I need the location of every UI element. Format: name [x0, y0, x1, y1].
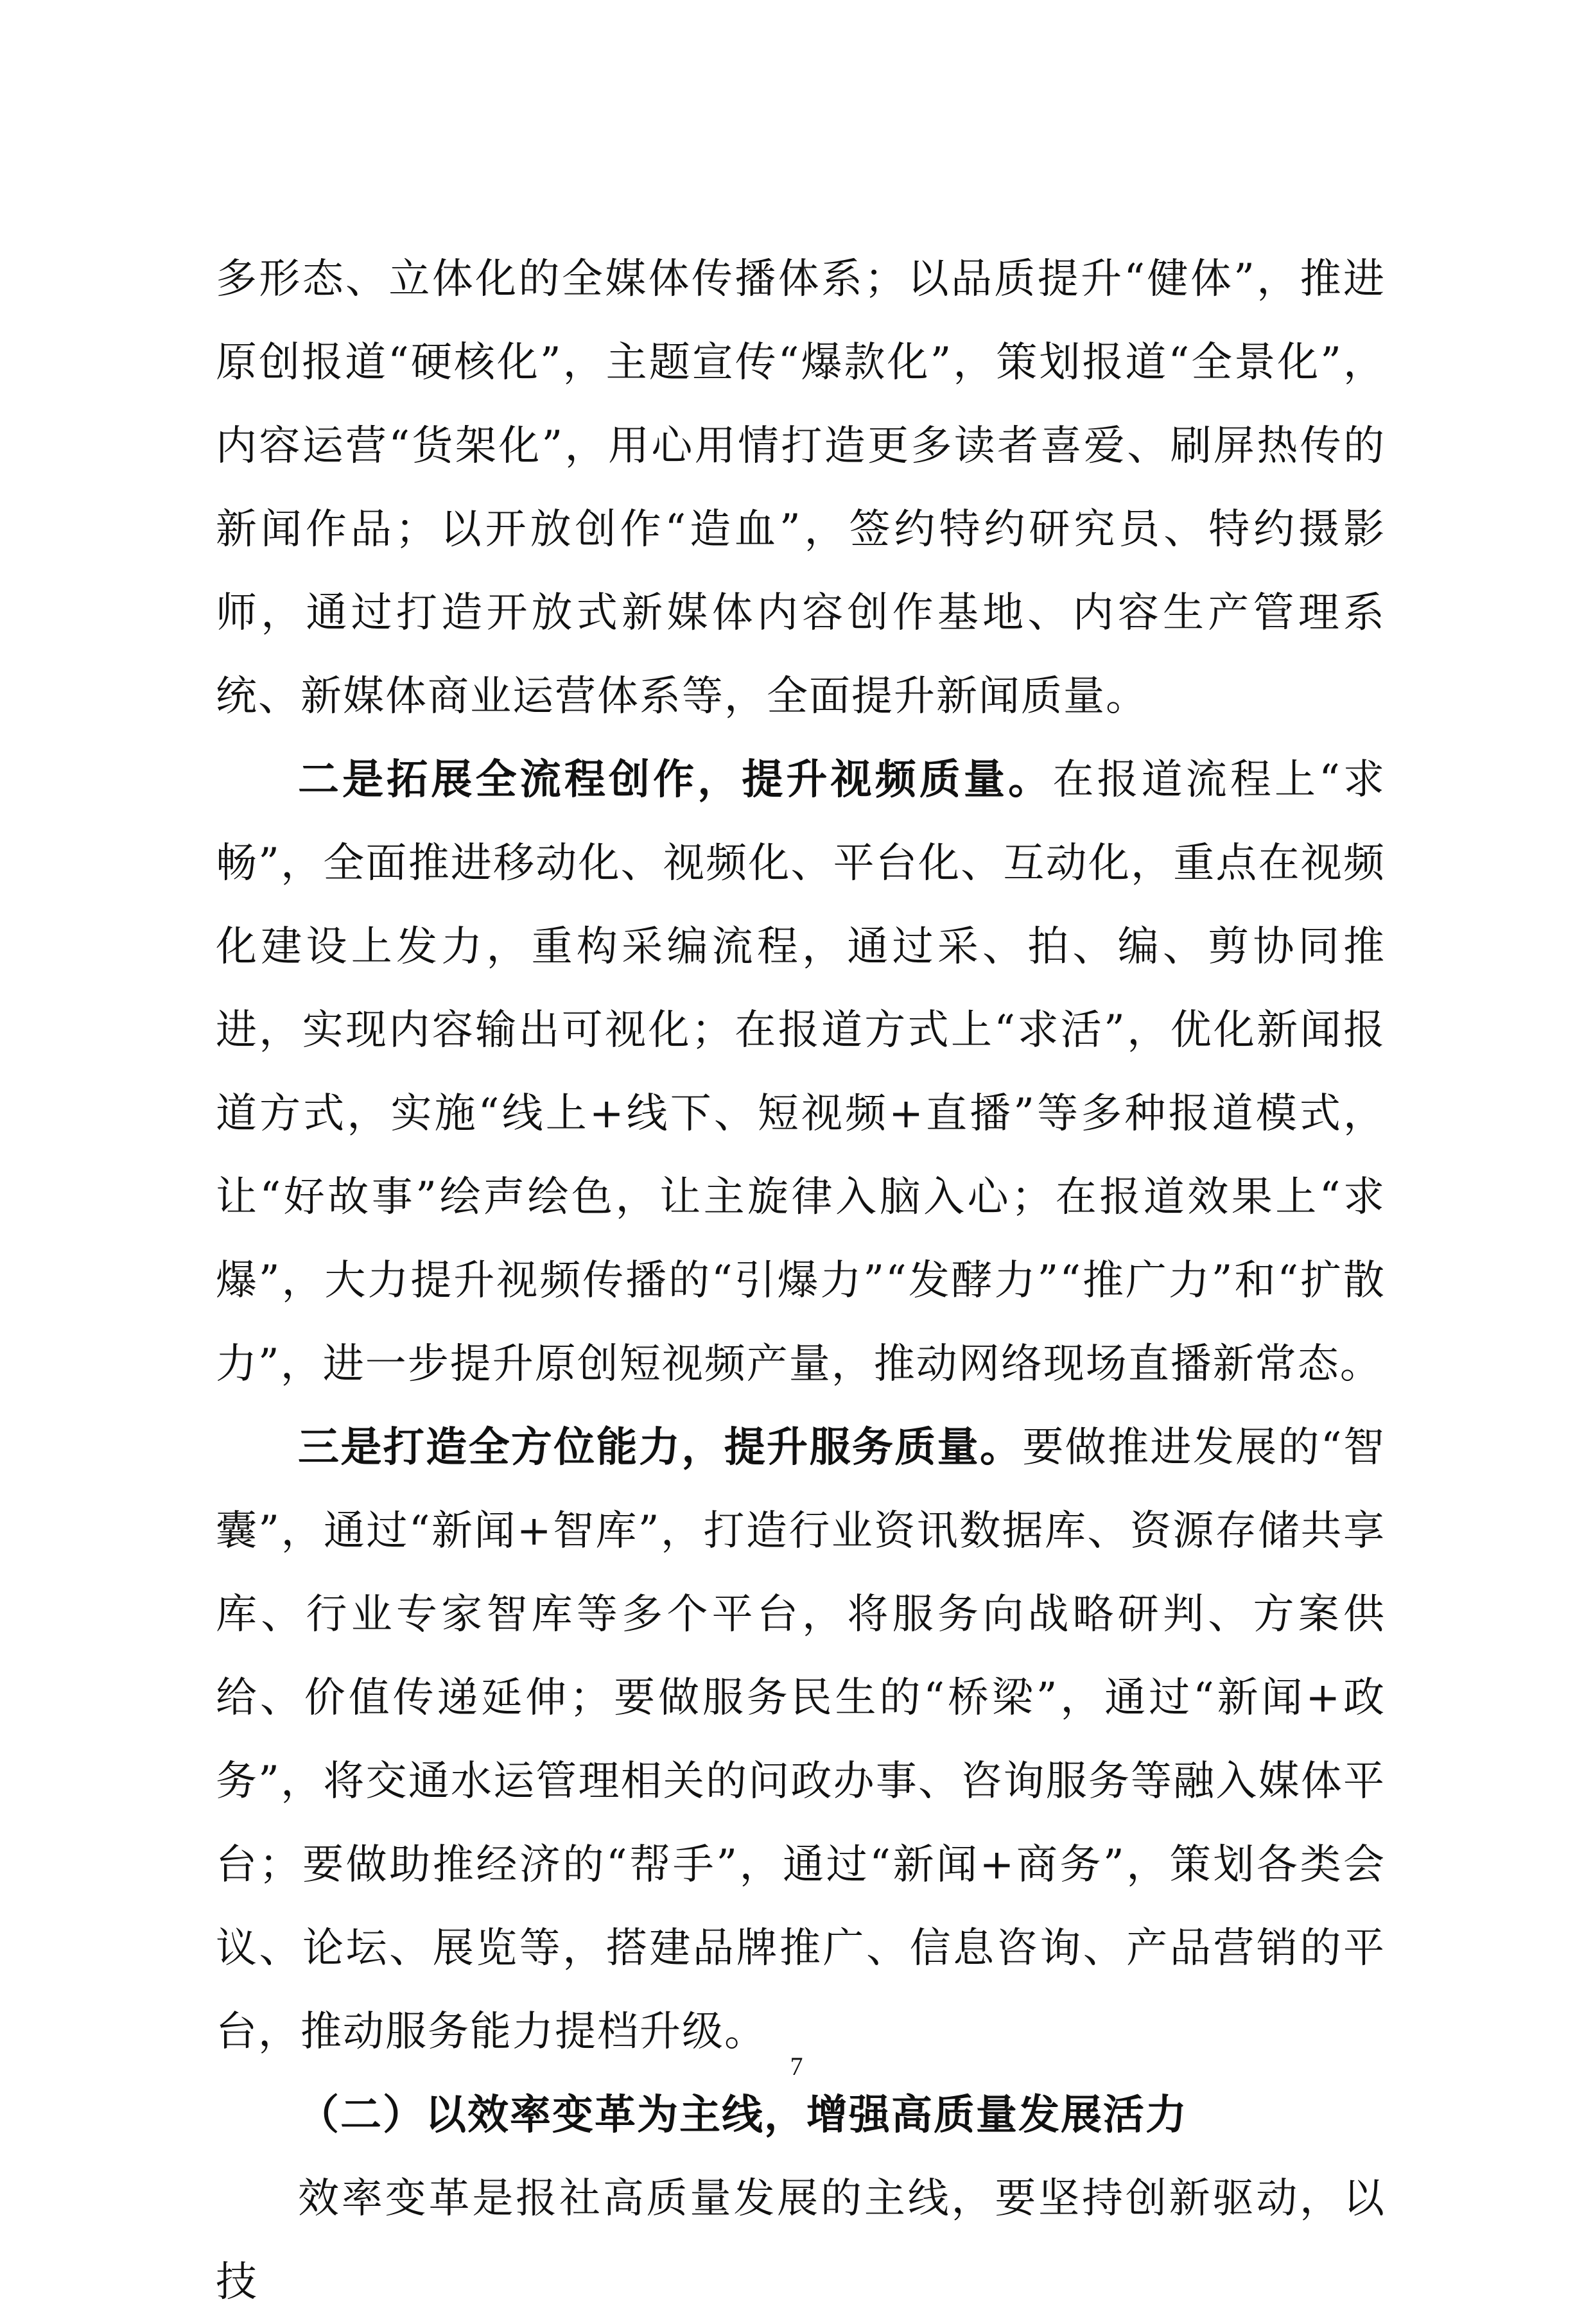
paragraph-video-quality: [216, 738, 1386, 1406]
paragraph-text: 多形态、立体化的全媒体传播体系；以品质提升“健体”，推进原创报道“硬核化”，主题宣传“爆款化”，策划报道“全景化”，内容运营“货架化”，用心用情打造更多读者喜爱、刷屏热传的新闻作品；以开放创作“造血”，签约特约研究员、特约摄影师，通过打造开放式新媒体内容创作基地、内容生产管理系统、新媒体商业运营体系等，全面提升新闻质量。: [216, 256, 1386, 720]
paragraph-lead: 二是拓展全流程创作，提升视频质量。: [298, 756, 1053, 804]
paragraph-text: 在报道流程上“求畅”，全面推进移动化、视频化、平台化、互动化，重点在视频化建设上发力，重构采编流程，通过采、拍、编、剪协同推进，实现内容输出可视化；在报道方式上“求活”，优化新闻报道方式，实施“线上+线下、短视频+直播”等多种报道模式，让“好故事”绘声绘色，让主旋律入脑入心；在报道效果上“求爆”，大力提升视频传播的“引爆力”“发酵力”“推广力”和“扩散力”，进一步提升原创短视频产量，推动网络现场直播新常态。: [216, 756, 1386, 1388]
paragraph-lead: 三是打造全方位能力，提升服务质量。: [298, 1423, 1023, 1471]
document-body: [216, 238, 1386, 2324]
page-number: 7: [790, 2052, 803, 2081]
paragraph-text: 要做推进发展的“智囊”，通过“新闻+智库”，打造行业资讯数据库、资源存储共享库、行业专家智库等多个平台，将服务向战略研判、方案供给、价值传递延伸；要做服务民生的“桥梁”，通过“新闻+政务”，将交通水运管理相关的问政办事、咨询服务等融入媒体平台；要做助推经济的“帮手”，通过“新闻+商务”，策划各类会议、论坛、展览等，搭建品牌推广、信息咨询、产品营销的平台，推动服务能力提档升级。: [216, 1424, 1386, 2056]
paragraph-service-quality: [216, 1406, 1386, 2074]
section-heading: （二）以效率变革为主线，增强高质量发展活力: [298, 2091, 1188, 2139]
paragraph-efficiency: 效率变革是报社高质量发展的主线，要坚持创新驱动，以技: [216, 2175, 1386, 2306]
paragraph-continuation: [216, 238, 1386, 738]
